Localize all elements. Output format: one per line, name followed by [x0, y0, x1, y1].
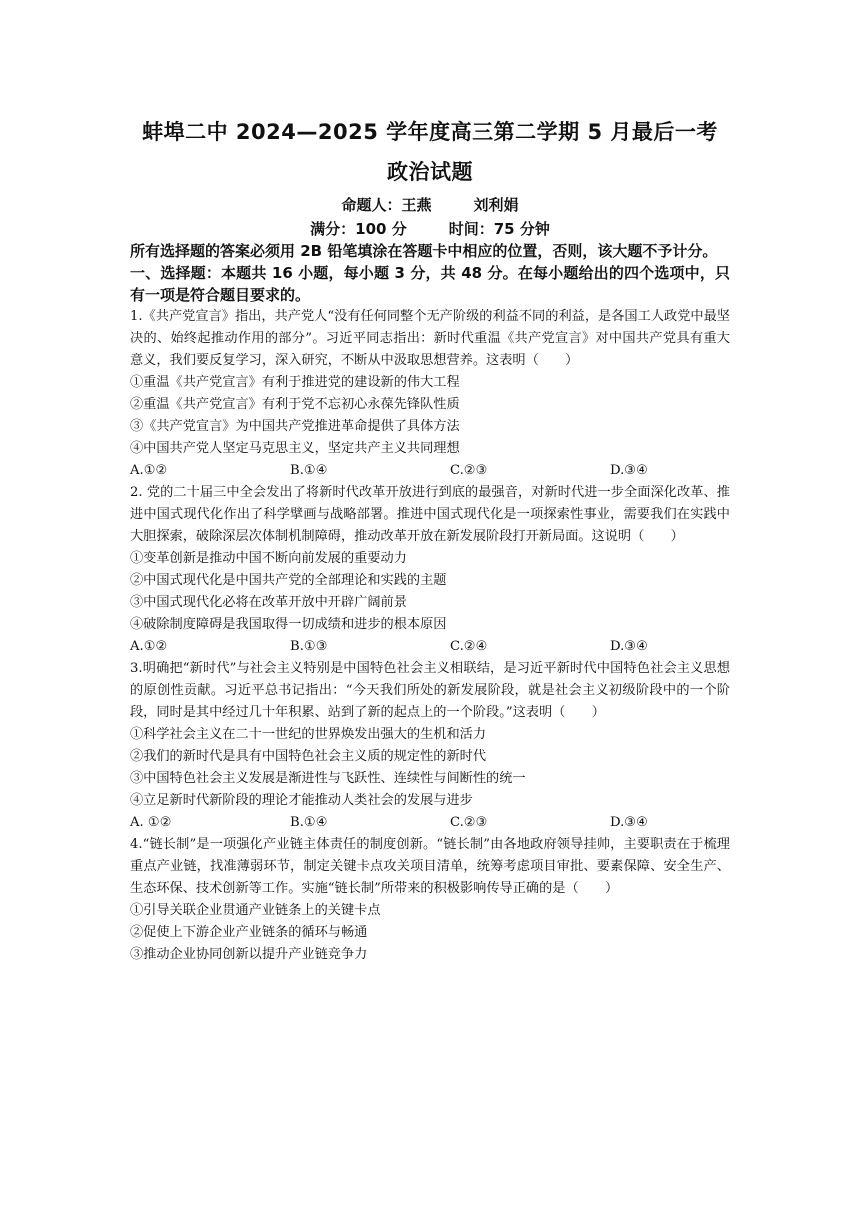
choice-b: B.①③: [290, 639, 328, 654]
choice-d: D.③④: [610, 639, 648, 654]
section-heading: 一、选择题：本题共 16 小题，每小题 3 分，共 48 分。在每小题给出的四个选项中，只有一项是符合题目要求的。: [130, 264, 730, 304]
option-line: ④中国共产党人坚定马克思主义，坚定共产主义共同理想: [130, 441, 460, 456]
answer-choices: [130, 460, 730, 482]
choice-a: A.①②: [130, 639, 168, 654]
question-stem: 4.“链长制”是一项强化产业链主体责任的制度创新。“链长制”由各地政府领导挂帅，主要职责在于梳理重点产业链，找准薄弱环节，制定关键卡点攻关项目清单，统筹考虑项目审批、要素保障、安全生产、生态环保、技术创新等工作。实施“链长制”所带来的积极影响传导正确的是（ ）: [130, 837, 730, 896]
authors-line: [0, 194, 860, 215]
choice-a: A. ①②: [130, 815, 172, 830]
choice-d: D.③④: [610, 815, 648, 830]
score-time-line: [0, 218, 860, 239]
authors-label: 命题人：王燕: [341, 196, 432, 214]
choice-a: A.①②: [130, 463, 168, 478]
answer-choices: [130, 636, 730, 658]
option-line: ②中国式现代化是中国共产党的全部理论和实践的主题: [130, 573, 447, 588]
authors-second: 刘利娟: [473, 196, 519, 214]
option-line: ②重温《共产党宣言》有利于党不忘初心永葆先锋队性质: [130, 397, 460, 412]
question-stem: 3.明确把“新时代”与社会主义特别是中国特色社会主义相联结，是习近平新时代中国特色社会主义思想的原创性贡献。习近平总书记指出：“今天我们所处的新发展阶段，就是社会主义初级阶段中的一个阶段，同时是其中经过几十年积累、站到了新的起点上的一个阶段。”这表明（ ）: [130, 661, 730, 720]
choice-c: C.②④: [450, 639, 488, 654]
exam-body: [130, 240, 730, 966]
option-line: ④立足新时代新阶段的理论才能推动人类社会的发展与进步: [130, 793, 473, 808]
choice-b: B.①④: [290, 815, 328, 830]
score-label: 满分：100 分: [310, 220, 407, 238]
exam-subject: 政治试题: [387, 160, 473, 184]
option-line: ③中国特色社会主义发展是渐进性与飞跃性、连续性与间断性的统一: [130, 771, 526, 786]
option-line: ④破除制度障碍是我国取得一切成绩和进步的根本原因: [130, 617, 447, 632]
exam-title: 蚌埠二中 2024—2025 学年度高三第二学期 5 月最后一考: [142, 120, 718, 144]
question-stem: 2. 党的二十届三中全会发出了将新时代改革开放进行到底的最强音，对新时代进一步全面深化改革、推进中国式现代化作出了科学擘画与战略部署。推进中国式现代化是一项探索性事业，需要我们在实践中大胆探索，破除深层次体制机制障碍，推动改革开放在新发展阶段打开新局面。这说明（ ）: [130, 485, 730, 544]
choice-d: D.③④: [610, 463, 648, 478]
answer-choices: [130, 812, 730, 834]
option-line: ②我们的新时代是具有中国特色社会主义质的规定性的新时代: [130, 749, 487, 764]
option-line: ①变革创新是推动中国不断向前发展的重要动力: [130, 551, 407, 566]
option-line: ③中国式现代化必将在改革开放中开辟广阔前景: [130, 595, 407, 610]
option-line: ①重温《共产党宣言》有利于推进党的建设新的伟大工程: [130, 375, 460, 390]
question-1: [130, 306, 730, 482]
option-line: ②促使上下游企业产业链条的循环与畅通: [130, 925, 368, 940]
option-line: ①科学社会主义在二十一世纪的世界焕发出强大的生机和活力: [130, 727, 487, 742]
choice-c: C.②③: [450, 815, 488, 830]
option-line: ③《共产党宣言》为中国共产党推进革命提供了具体方法: [130, 419, 460, 434]
option-line: ①引导关联企业贯通产业链条上的关键卡点: [130, 903, 381, 918]
time-label: 时间：75 分钟: [448, 220, 550, 238]
question-2: [130, 482, 730, 658]
option-line: ③推动企业协同创新以提升产业链竞争力: [130, 947, 368, 962]
question-4: [130, 834, 730, 966]
choice-c: C.②③: [450, 463, 488, 478]
question-3: [130, 658, 730, 834]
answer-notice: 所有选择题的答案必须用 2B 铅笔填涂在答题卡中相应的位置，否则，该大题不予计分。: [130, 242, 718, 260]
question-stem: 1.《共产党宣言》指出，共产党人“没有任何同整个无产阶级的利益不同的利益，是各国工人政党中最坚决的、始终起推动作用的部分”。习近平同志指出：新时代重温《共产党宣言》对中国共产党具有重大意义，我们要反复学习，深入研究，不断从中汲取思想营养。这表明（ ）: [130, 309, 730, 368]
choice-b: B.①④: [290, 463, 328, 478]
